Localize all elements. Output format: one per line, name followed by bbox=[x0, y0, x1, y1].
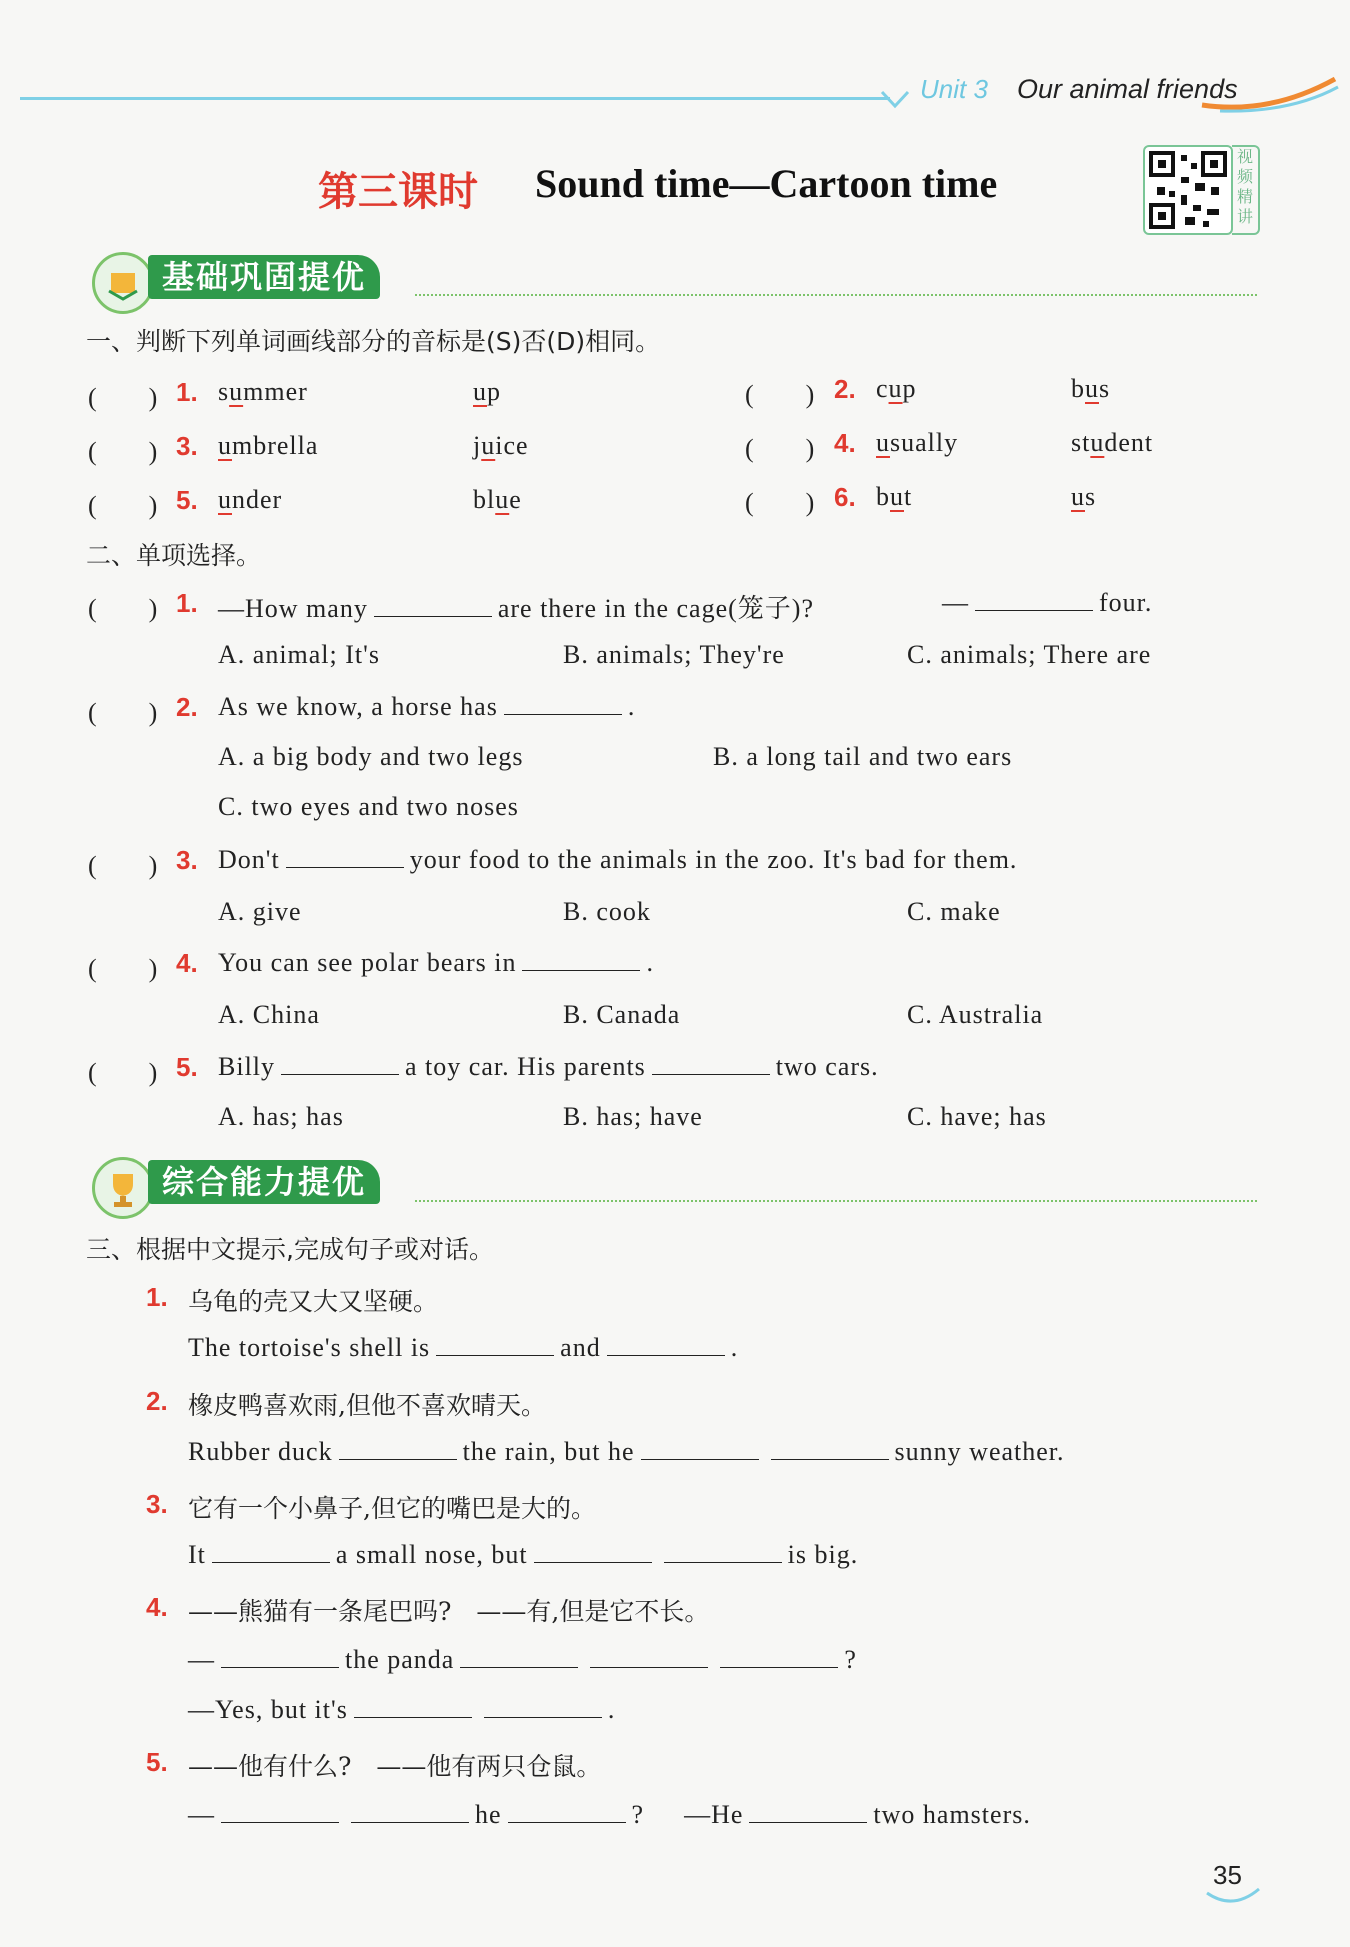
blank[interactable] bbox=[374, 615, 492, 617]
blank[interactable] bbox=[286, 866, 404, 868]
blank[interactable] bbox=[534, 1561, 652, 1563]
word-4a: usually bbox=[876, 428, 959, 457]
option-b: B. Canada bbox=[563, 1000, 681, 1029]
option-c: C. animals; There are bbox=[907, 640, 1152, 669]
stem-text: You can see polar bears in bbox=[218, 948, 517, 977]
question-number: 1. bbox=[176, 588, 198, 618]
option-a: A. animal; It's bbox=[218, 640, 380, 669]
chinese-prompt: 乌龟的壳又大又坚硬。 bbox=[188, 1287, 439, 1316]
question-number: 2. bbox=[146, 1386, 168, 1416]
book-badge-icon bbox=[92, 252, 154, 314]
word-6a: but bbox=[876, 482, 913, 511]
stem-text: your food to the animals in the zoo. It's bad for them. bbox=[409, 845, 1018, 874]
question-number: 1. bbox=[176, 377, 198, 407]
question-number: 5. bbox=[176, 1052, 198, 1082]
blank[interactable] bbox=[975, 609, 1093, 611]
header-rule bbox=[20, 97, 890, 100]
stem-text: are there in the cage(笼子)? bbox=[497, 594, 814, 623]
sentence-text: Rubber duck bbox=[188, 1437, 333, 1466]
answer-sentence bbox=[188, 1333, 738, 1363]
question-number: 3. bbox=[146, 1489, 168, 1519]
word-1a: summer bbox=[218, 377, 308, 406]
blank[interactable] bbox=[749, 1821, 867, 1823]
option-a: A. give bbox=[218, 897, 302, 926]
question-stem bbox=[218, 1052, 879, 1082]
sentence-text: — bbox=[188, 1645, 215, 1674]
stem-text: two cars. bbox=[775, 1052, 879, 1081]
answer-paren[interactable]: ( ) bbox=[88, 383, 158, 412]
answer-paren[interactable]: ( ) bbox=[88, 491, 158, 520]
blank[interactable] bbox=[354, 1716, 472, 1718]
blank[interactable] bbox=[504, 713, 622, 715]
blank[interactable] bbox=[522, 969, 640, 971]
question-number: 5. bbox=[176, 485, 198, 515]
answer-paren[interactable]: ( ) bbox=[745, 380, 815, 409]
word-2a: cup bbox=[876, 374, 917, 403]
option-b: B. a long tail and two ears bbox=[713, 742, 1013, 771]
answer-paren[interactable]: ( ) bbox=[745, 434, 815, 463]
option-c: C. make bbox=[907, 897, 1001, 926]
question-number: 4. bbox=[834, 428, 856, 458]
blank[interactable] bbox=[436, 1354, 554, 1356]
section-divider bbox=[415, 294, 1257, 296]
word-5b: blue bbox=[473, 485, 522, 514]
option-c: C. two eyes and two noses bbox=[218, 792, 519, 821]
answer-paren[interactable]: ( ) bbox=[88, 1058, 158, 1087]
question-number: 2. bbox=[176, 692, 198, 722]
section-divider bbox=[415, 1200, 1257, 1202]
word-3a: umbrella bbox=[218, 431, 319, 460]
question-stem bbox=[218, 692, 635, 722]
answer-paren[interactable]: ( ) bbox=[88, 851, 158, 880]
blank[interactable] bbox=[590, 1666, 708, 1668]
stem-text: — bbox=[942, 588, 969, 617]
option-b: B. animals; They're bbox=[563, 640, 785, 669]
question-number: 5. bbox=[146, 1747, 168, 1777]
trophy-badge-icon bbox=[92, 1157, 154, 1219]
sentence-text: the rain, but he bbox=[462, 1437, 635, 1466]
part2-title: 二、单项选择。 bbox=[86, 541, 262, 570]
question-stem bbox=[218, 588, 814, 625]
word-1b: up bbox=[473, 377, 501, 406]
sentence-text: ? bbox=[631, 1800, 645, 1829]
blank[interactable] bbox=[339, 1458, 457, 1460]
word-4b: student bbox=[1071, 428, 1154, 457]
question-stem bbox=[218, 948, 654, 978]
qr-caption-char: 频 bbox=[1236, 167, 1253, 186]
stem-text: Don't bbox=[218, 845, 280, 874]
chinese-prompt: ——他有什么? ——他有两只仓鼠。 bbox=[188, 1752, 602, 1781]
qr-caption-char: 精 bbox=[1236, 187, 1253, 206]
option-b: B. cook bbox=[563, 897, 651, 926]
answer-paren[interactable]: ( ) bbox=[88, 437, 158, 466]
qr-code-icon[interactable] bbox=[1143, 145, 1233, 235]
word-2b: bus bbox=[1071, 374, 1111, 403]
answer-sentence bbox=[188, 1695, 615, 1725]
blank[interactable] bbox=[508, 1821, 626, 1823]
lesson-number: 第三课时 bbox=[318, 168, 478, 215]
stem-text: . bbox=[627, 692, 636, 721]
answer-sentence bbox=[188, 1540, 858, 1570]
part1-title: 一、判断下列单词画线部分的音标是(S)否(D)相同。 bbox=[86, 327, 661, 356]
question-stem bbox=[218, 845, 1017, 875]
unit-title: Our animal friends bbox=[1017, 74, 1238, 104]
sentence-text: . bbox=[607, 1695, 616, 1724]
blank[interactable] bbox=[484, 1716, 602, 1718]
page-number: 35 bbox=[1213, 1860, 1242, 1890]
blank[interactable] bbox=[351, 1821, 469, 1823]
answer-sentence bbox=[188, 1437, 1065, 1467]
option-b: B. has; have bbox=[563, 1102, 703, 1131]
page-swoosh-icon bbox=[1205, 1885, 1261, 1909]
stem-text: Billy bbox=[218, 1052, 276, 1081]
option-a: A. China bbox=[218, 1000, 320, 1029]
sentence-text: the panda bbox=[345, 1645, 455, 1674]
sentence-text: —He bbox=[684, 1800, 744, 1829]
answer-paren[interactable]: ( ) bbox=[745, 488, 815, 517]
blank[interactable] bbox=[664, 1561, 782, 1563]
part3-title: 三、根据中文提示,完成句子或对话。 bbox=[86, 1235, 494, 1264]
question-number: 1. bbox=[146, 1282, 168, 1312]
blank[interactable] bbox=[652, 1073, 770, 1075]
answer-paren[interactable]: ( ) bbox=[88, 594, 158, 623]
sentence-text: —Yes, but it's bbox=[188, 1695, 348, 1724]
word-6b: us bbox=[1071, 482, 1097, 511]
question-answer-stem bbox=[942, 588, 1152, 618]
option-a: A. a big body and two legs bbox=[218, 742, 524, 771]
section-banner-comprehensive: 综合能力提优 bbox=[148, 1160, 380, 1204]
blank[interactable] bbox=[281, 1073, 399, 1075]
sentence-text: is big. bbox=[787, 1540, 859, 1569]
question-number: 3. bbox=[176, 431, 198, 461]
stem-text: a toy car. His parents bbox=[405, 1052, 646, 1081]
section-banner-basic: 基础巩固提优 bbox=[148, 255, 380, 299]
qr-caption-char: 视 bbox=[1236, 147, 1253, 166]
stem-text: —How many bbox=[218, 594, 368, 623]
blank[interactable] bbox=[720, 1666, 838, 1668]
question-number: 4. bbox=[146, 1592, 168, 1622]
chevron-down-icon bbox=[880, 88, 910, 112]
qr-caption-char: 讲 bbox=[1236, 207, 1253, 226]
chinese-prompt: 橡皮鸭喜欢雨,但他不喜欢晴天。 bbox=[188, 1391, 546, 1420]
word-3b: juice bbox=[473, 431, 529, 460]
sentence-text: sunny weather. bbox=[894, 1437, 1065, 1466]
sentence-text: — bbox=[188, 1800, 215, 1829]
sentence-text: a small nose, but bbox=[335, 1540, 528, 1569]
blank[interactable] bbox=[221, 1666, 339, 1668]
chinese-prompt: ——熊猫有一条尾巴吗? ——有,但是它不长。 bbox=[188, 1597, 710, 1626]
question-number: 2. bbox=[834, 374, 856, 404]
blank[interactable] bbox=[212, 1561, 330, 1563]
stem-text: As we know, a horse has bbox=[218, 692, 498, 721]
sentence-text: and bbox=[560, 1333, 601, 1362]
question-number: 6. bbox=[834, 482, 856, 512]
sentence-text: he bbox=[475, 1800, 502, 1829]
blank[interactable] bbox=[641, 1458, 759, 1460]
question-number: 4. bbox=[176, 948, 198, 978]
blank[interactable] bbox=[460, 1666, 578, 1668]
unit-label: Unit 3 bbox=[920, 74, 988, 104]
sentence-text: . bbox=[730, 1333, 739, 1362]
sentence-text: two hamsters. bbox=[873, 1800, 1031, 1829]
answer-sentence bbox=[188, 1645, 857, 1675]
answer-sentence bbox=[188, 1800, 1031, 1830]
sentence-text: It bbox=[188, 1540, 206, 1569]
stem-text: four. bbox=[1099, 588, 1153, 617]
word-5a: under bbox=[218, 485, 283, 514]
blank[interactable] bbox=[771, 1458, 889, 1460]
chinese-prompt: 它有一个小鼻子,但它的嘴巴是大的。 bbox=[188, 1494, 596, 1523]
question-number: 3. bbox=[176, 845, 198, 875]
option-c: C. Australia bbox=[907, 1000, 1044, 1029]
option-a: A. has; has bbox=[218, 1102, 344, 1131]
answer-paren[interactable]: ( ) bbox=[88, 954, 158, 983]
option-c: C. have; has bbox=[907, 1102, 1047, 1131]
blank[interactable] bbox=[607, 1354, 725, 1356]
sentence-text: The tortoise's shell is bbox=[188, 1333, 431, 1362]
stem-text: . bbox=[646, 948, 654, 977]
sentence-text: ? bbox=[844, 1645, 857, 1674]
lesson-title: Sound time—Cartoon time bbox=[535, 161, 998, 206]
answer-paren[interactable]: ( ) bbox=[88, 698, 158, 727]
qr-caption bbox=[1232, 145, 1260, 235]
blank[interactable] bbox=[221, 1821, 339, 1823]
swoosh-decoration-icon bbox=[1200, 75, 1340, 115]
